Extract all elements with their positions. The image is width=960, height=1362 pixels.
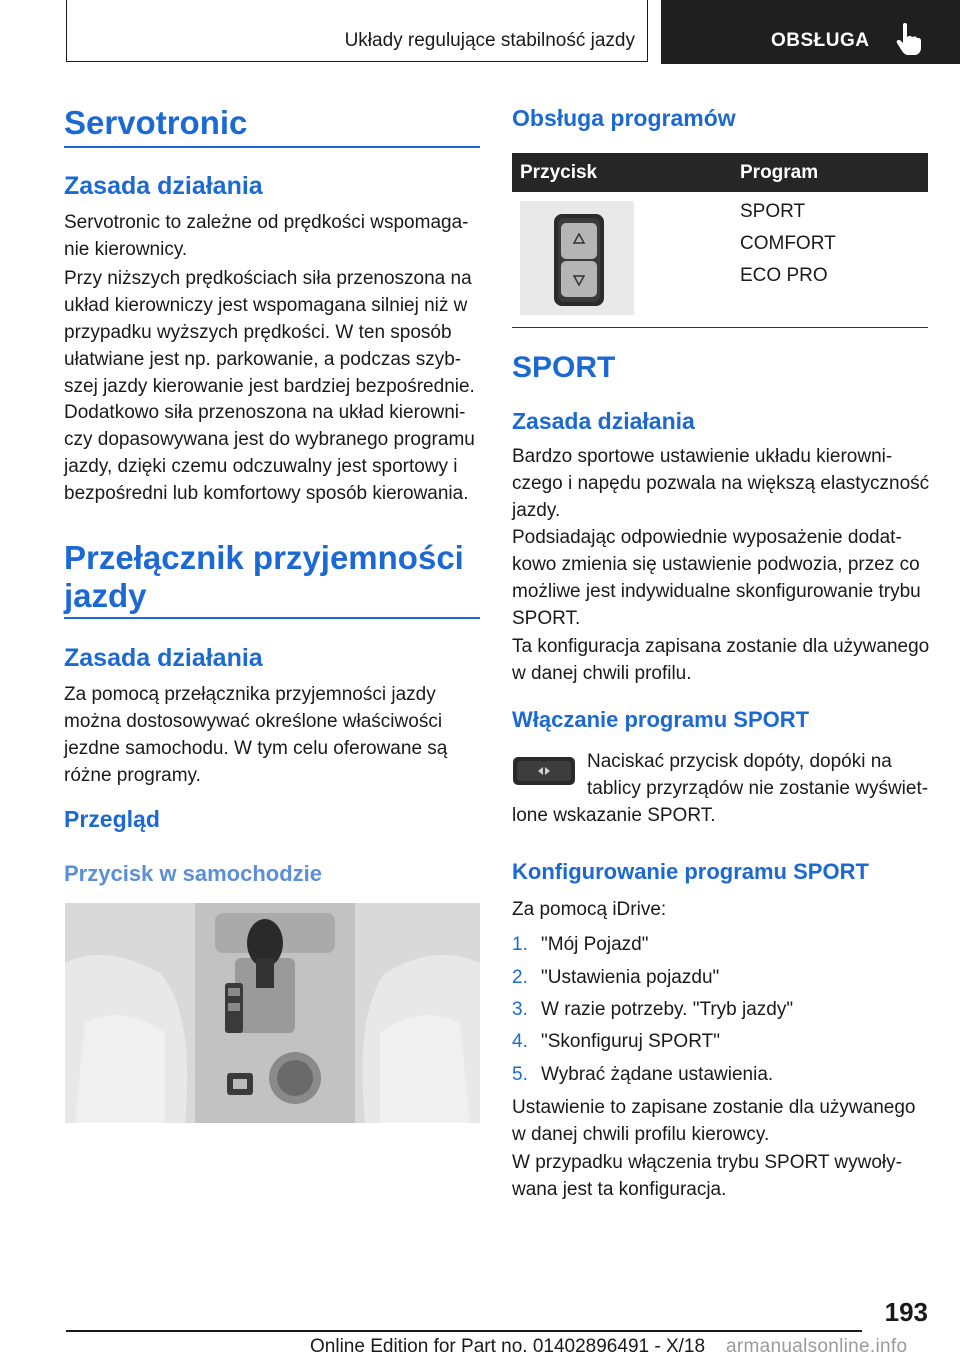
sport-title: SPORT: [512, 351, 616, 384]
footer-rule: [66, 1330, 862, 1332]
sport-principle-heading: Zasada działania: [512, 408, 695, 434]
servotronic-paragraph-2: Przy niższych prędkościach siła przenoszona na układ kierowniczy jest wspomagana silniej niż w przypadku wyższych prędkości. W ten sposób ułatwiane jest np. parkowanie, a podczas szyb- szej jazdy kierowanie jest bardziej bezpośrednie.: [64, 268, 475, 397]
sport-paragraph-1: Bardzo sportowe ustawienie układu kierowni- czego i napędu pozwala na większą elastyczność jazdy.: [512, 446, 930, 521]
switch-title-rule: [64, 617, 480, 619]
table-bottom-rule: [512, 327, 928, 328]
column-header-button: Przycisk: [520, 162, 598, 183]
chapter-label: OBSŁUGA: [771, 30, 870, 51]
servotronic-principle-heading: Zasada działania: [64, 172, 263, 200]
page-number: 193: [884, 1297, 928, 1327]
switch-paragraph-1: Za pomocą przełącznika przyjemności jazdy można dostosowywać określone właściwości jezdne samochodu. W tym celu oferowane są różne programy.: [64, 684, 448, 786]
configure-intro: Za pomocą iDrive:: [512, 899, 667, 920]
list-item-number: 2.: [512, 967, 528, 988]
list-item: Wybrać żądane ustawienia.: [541, 1064, 774, 1085]
list-item-number: 3.: [512, 999, 528, 1020]
drive-mode-button-icon: [512, 755, 576, 787]
configure-paragraph-1: Ustawienie to zapisane zostanie dla używanego w danej chwili profilu kierowcy.: [512, 1097, 916, 1145]
title-rule: [64, 146, 480, 148]
program-eco-pro: ECO PRO: [740, 265, 828, 286]
switch-principle-heading: Zasada działania: [64, 644, 263, 672]
column-header-program: Program: [740, 162, 819, 183]
program-sport: SPORT: [740, 201, 806, 222]
configure-sport-heading: Konfigurowanie programu SPORT: [512, 859, 869, 884]
list-item: "Ustawienia pojazdu": [541, 967, 720, 988]
hand-pointer-icon: [894, 22, 924, 56]
configure-paragraph-2: W przypadku włączenia trybu SPORT wywoły- wana jest ta konfiguracja.: [512, 1152, 902, 1200]
list-item: W razie potrzeby. "Tryb jazdy": [541, 999, 794, 1020]
list-item-number: 5.: [512, 1064, 528, 1085]
watermark: armanualsonline.info: [726, 1336, 908, 1357]
sport-paragraph-3: Ta konfiguracja zapisana zostanie dla używanego w danej chwili profilu.: [512, 636, 930, 684]
list-item-number: 1.: [512, 934, 528, 955]
sport-paragraph-2: Podsiadając odpowiednie wyposażenie dodat- kowo zmienia się ustawienie podwozia, przez co możliwe jest indywidualne skonfigurowanie trybu SPORT.: [512, 527, 921, 629]
header-section-box: [66, 0, 648, 62]
list-item-number: 4.: [512, 1031, 528, 1052]
program-comfort: COMFORT: [740, 233, 836, 254]
programs-heading: Obsługa programów: [512, 105, 736, 131]
enable-paragraph-line-3: lone wskazanie SPORT.: [512, 805, 716, 826]
chapter-tab[interactable]: [661, 0, 960, 64]
enable-sport-heading: Włączanie programu SPORT: [512, 707, 810, 732]
overview-heading: Przegląd: [64, 806, 160, 832]
footer-edition: Online Edition for Part no. 01402896491 - X/18: [310, 1336, 706, 1357]
servotronic-title: Servotronic: [64, 104, 248, 141]
servotronic-paragraph-3: Dodatkowo siła przenoszona na układ kierowni- czy dopasowywana jest do wybranego programu jazdy, dzięki czemu odczuwalny jest sportowy i bezpośredni lub komfortowy sposób kierowania.: [64, 402, 475, 504]
button-in-car-heading: Przycisk w samochodzie: [64, 861, 322, 886]
enable-paragraph-lines-1-2: Naciskać przycisk dopóty, dopóki na tablicy przyrządów nie zostanie wyświet-: [587, 751, 929, 799]
section-title: Układy regulujące stabilność jazdy: [344, 30, 635, 51]
servotronic-paragraph-1: Servotronic to zależne od prędkości wspomaga- nie kierownicy.: [64, 212, 469, 260]
table-header: [512, 153, 928, 192]
drive-mode-switch-icon: [520, 201, 634, 315]
switch-title: Przełącznik przyjemności jazdy: [64, 539, 464, 614]
list-item: "Mój Pojazd": [541, 934, 649, 955]
list-item: "Skonfiguruj SPORT": [541, 1031, 720, 1052]
car-console-image: [65, 903, 480, 1123]
